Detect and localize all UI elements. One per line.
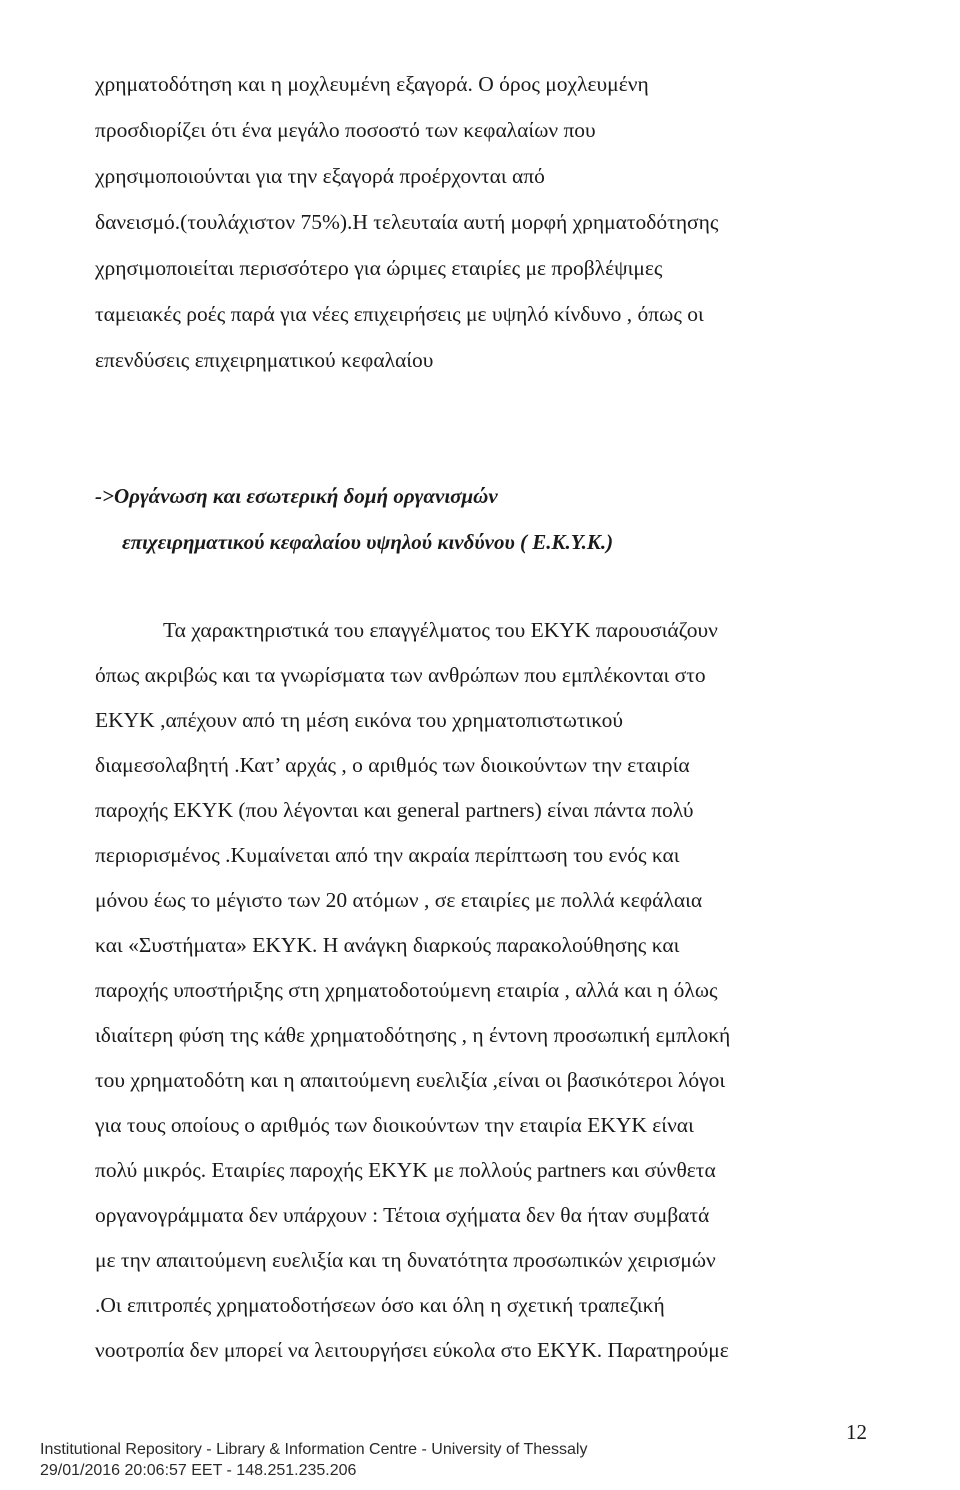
text-line: νοοτροπία δεν μπορεί να λειτουργήσει εύκολα στο ΕΚΥΚ. Παρατηρούμε <box>95 1338 729 1362</box>
text-line: παροχής υποστήριξης στη χρηματοδοτούμενη εταιρία , αλλά και η όλως <box>95 978 718 1002</box>
text-line: με την απαιτούμενη ευελιξία και τη δυνατότητα προσωπικών χειρισμών <box>95 1248 716 1272</box>
text-line: .Οι επιτροπές χρηματοδοτήσεων όσο και όλη η σχετική τραπεζική <box>95 1293 665 1317</box>
text-line: και «Συστήματα» ΕΚΥΚ. Η ανάγκη διαρκούς παρακολούθησης και <box>95 933 680 957</box>
text-line: μόνου έως το μέγιστο των 20 ατόμων , σε εταιρίες με πολλά κεφάλαια <box>95 888 703 912</box>
repository-footer: Institutional Repository - Library & Information Centre - University of Thessaly <box>40 1441 588 1458</box>
text-line: Τα χαρακτηριστικά του επαγγέλματος του ΕΚΥΚ παρουσιάζουν <box>163 618 718 642</box>
text-line: χρηματοδότηση και η μοχλευμένη εξαγορά. Ο όρος μοχλευμένη <box>95 72 649 96</box>
text-line: επενδύσεις επιχειρηματικού κεφαλαίου <box>95 348 434 372</box>
text-line: περιορισμένος .Κυμαίνεται από την ακραία περίπτωση του ενός και <box>95 843 680 867</box>
download-timestamp: 29/01/2016 20:06:57 EET - 148.251.235.206 <box>40 1462 357 1479</box>
text-line: ιδιαίτερη φύση της κάθε χρηματοδότησης , η έντονη προσωπική εμπλοκή <box>95 1023 731 1047</box>
text-line: ΕΚΥΚ ,απέχουν από τη μέση εικόνα του χρηματοπιστωτικού <box>95 708 624 732</box>
text-line: πολύ μικρός. Εταιρίες παροχής ΕΚΥΚ με πολλούς partners και σύνθετα <box>95 1158 716 1182</box>
text-line: χρησιμοποιούνται για την εξαγορά προέρχονται από <box>95 164 545 188</box>
heading-line: επιχειρηματικού κεφαλαίου υψηλού κινδύνου ( Ε.Κ.Υ.Κ.) <box>122 530 614 554</box>
text-line: προσδιορίζει ότι ένα μεγάλο ποσοστό των κεφαλαίων που <box>95 118 596 142</box>
text-line: παροχής ΕΚΥΚ (που λέγονται και general partners) είναι πάντα πολύ <box>95 798 694 822</box>
text-line: χρησιμοποιείται περισσότερο για ώριμες εταιρίες με προβλέψιμες <box>95 256 663 280</box>
text-line: οργανογράμματα δεν υπάρχουν : Τέτοια σχήματα δεν θα ήταν συμβατά <box>95 1203 710 1227</box>
page-number: 12 <box>846 1420 867 1444</box>
text-line: δανεισμό.(τουλάχιστον 75%).Η τελευταία αυτή μορφή χρηματοδότησης <box>95 210 719 234</box>
heading-line: ->Οργάνωση και εσωτερική δομή οργανισμών <box>95 484 498 508</box>
text-line: όπως ακριβώς και τα γνωρίσματα των ανθρώπων που εμπλέκονται στο <box>95 663 706 687</box>
text-line: ταμειακές ροές παρά για νέες επιχειρήσεις με υψηλό κίνδυνο , όπως οι <box>95 302 704 326</box>
text-line: διαμεσολαβητή .Κατ’ αρχάς , ο αριθμός των διοικούντων την εταιρία <box>95 753 690 777</box>
text-line: για τους οποίους ο αριθμός των διοικούντων την εταιρία ΕΚΥΚ είναι <box>95 1113 694 1137</box>
text-line: του χρηματοδότη και η απαιτούμενη ευελιξία ,είναι οι βασικότεροι λόγοι <box>95 1068 726 1092</box>
